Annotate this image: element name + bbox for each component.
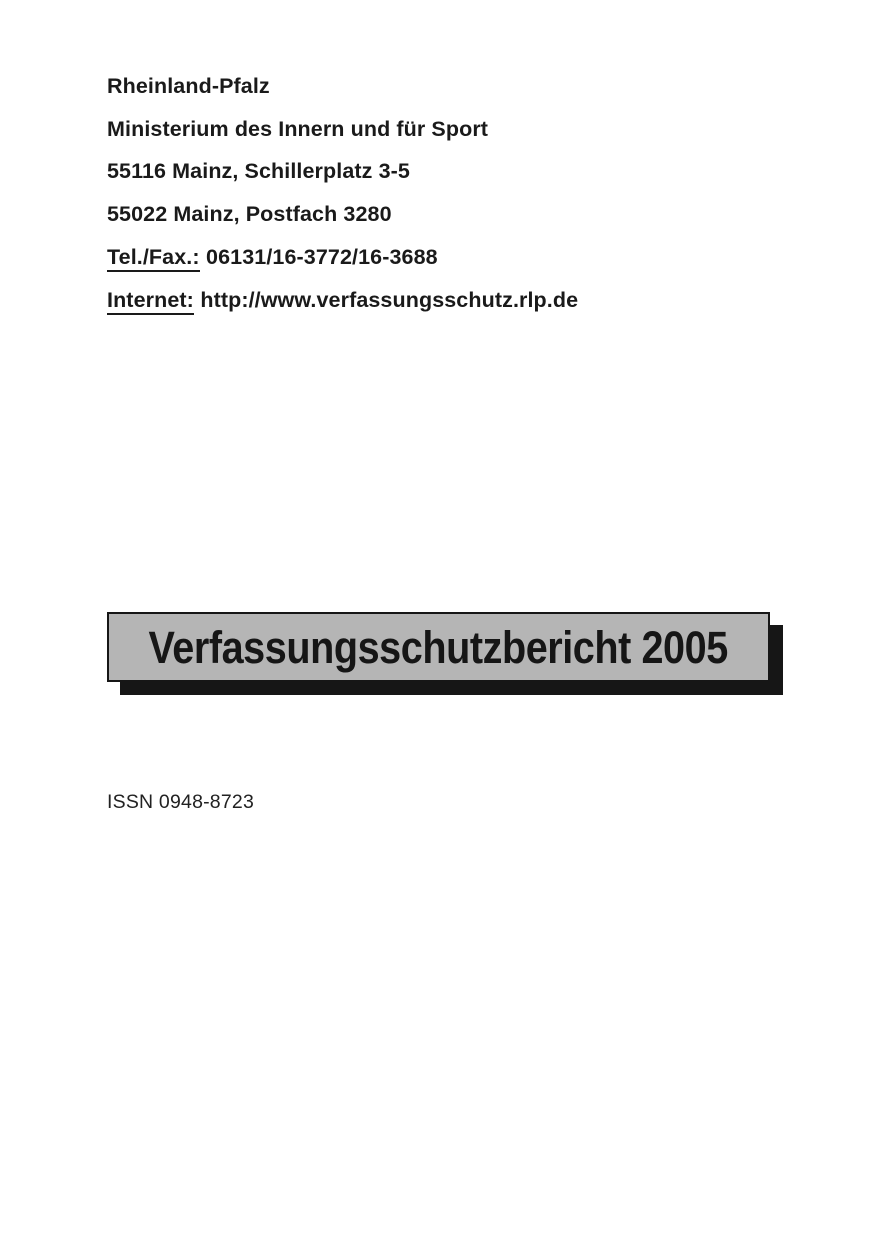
telfax-label: Tel./Fax.:	[107, 245, 200, 272]
report-title: Verfassungsschutzbericht 2005	[148, 621, 729, 673]
publisher-address-block	[107, 65, 578, 321]
telfax-line	[107, 236, 578, 279]
publisher-street-address: 55116 Mainz, Schillerplatz 3-5	[107, 159, 410, 184]
telfax-value: 06131/16-3772/16-3688	[206, 244, 438, 269]
publisher-ministry: Ministerium des Innern und für Sport	[107, 116, 489, 141]
publisher-region: Rheinland-Pfalz	[107, 74, 270, 98]
title-banner	[107, 612, 770, 682]
publisher-postbox-address: 55022 Mainz, Postfach 3280	[107, 202, 392, 227]
internet-url: http://www.verfassungsschutz.rlp.de	[200, 287, 579, 312]
internet-label: Internet:	[107, 288, 194, 315]
issn-line: ISSN 0948-8723	[107, 791, 254, 813]
internet-line	[107, 279, 578, 322]
